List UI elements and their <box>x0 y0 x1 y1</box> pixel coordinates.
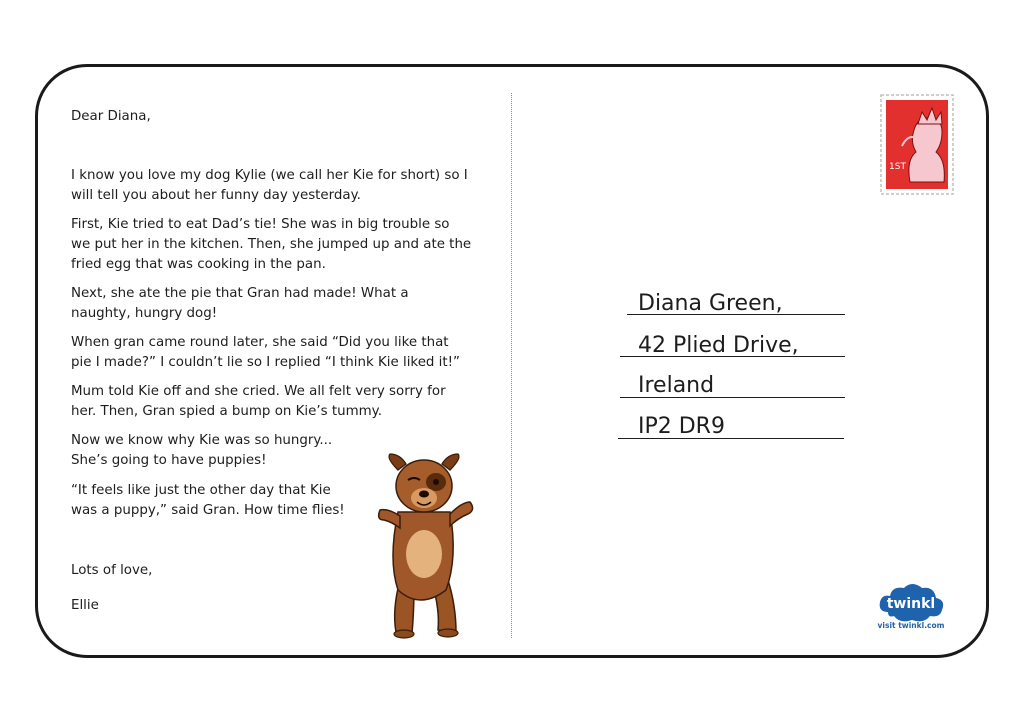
letter-line: her. Then, Gran spied a bump on Kie’s tummy. <box>71 404 382 419</box>
address-line-country: Ireland <box>638 373 715 398</box>
dog-illustration <box>370 450 482 640</box>
letter-line: When gran came round later, she said “Did you like that <box>71 335 449 350</box>
logo-text: twinkl <box>886 596 936 612</box>
address-rule <box>618 438 844 439</box>
letter-line: First, Kie tried to eat Dad’s tie! She was in big trouble so <box>71 217 450 232</box>
logo-url[interactable]: visit twinkl.com <box>877 621 945 630</box>
letter-line: we put her in the kitchen. Then, she jumped up and ate the <box>71 237 472 252</box>
letter-line: naughty, hungry dog! <box>71 306 218 321</box>
letter-line: Mum told Kie off and she cried. We all felt very sorry for <box>71 384 446 399</box>
letter-line: “It feels like just the other day that Kie <box>71 483 331 498</box>
address-line-name: Diana Green, <box>638 291 783 316</box>
letter-greeting: Dear Diana, <box>71 109 151 124</box>
stamp <box>880 94 954 195</box>
address-line-street: 42 Plied Drive, <box>638 333 799 358</box>
postcard-divider <box>511 93 512 638</box>
letter-line: She’s going to have puppies! <box>71 453 267 468</box>
letter-line: Now we know why Kie was so hungry... <box>71 433 333 448</box>
letter-signature: Ellie <box>71 598 99 613</box>
letter-closing: Lots of love, <box>71 563 153 578</box>
stamp-value: 1ST <box>889 162 906 172</box>
letter-line: fried egg that was cooking in the pan. <box>71 257 326 272</box>
letter-line: Next, she ate the pie that Gran had made! What a <box>71 286 409 301</box>
letter-line: pie I made?” I couldn’t lie so I replied “I think Kie liked it!” <box>71 355 460 370</box>
address-rule <box>627 314 845 315</box>
letter-line: I know you love my dog Kylie (we call her Kie for short) so I <box>71 168 468 183</box>
address-rule <box>620 356 845 357</box>
address-rule <box>620 397 845 398</box>
letter-line: was a puppy,” said Gran. How time flies! <box>71 503 345 518</box>
letter-line: will tell you about her funny day yesterday. <box>71 188 361 203</box>
address-line-postcode: IP2 DR9 <box>638 414 725 439</box>
